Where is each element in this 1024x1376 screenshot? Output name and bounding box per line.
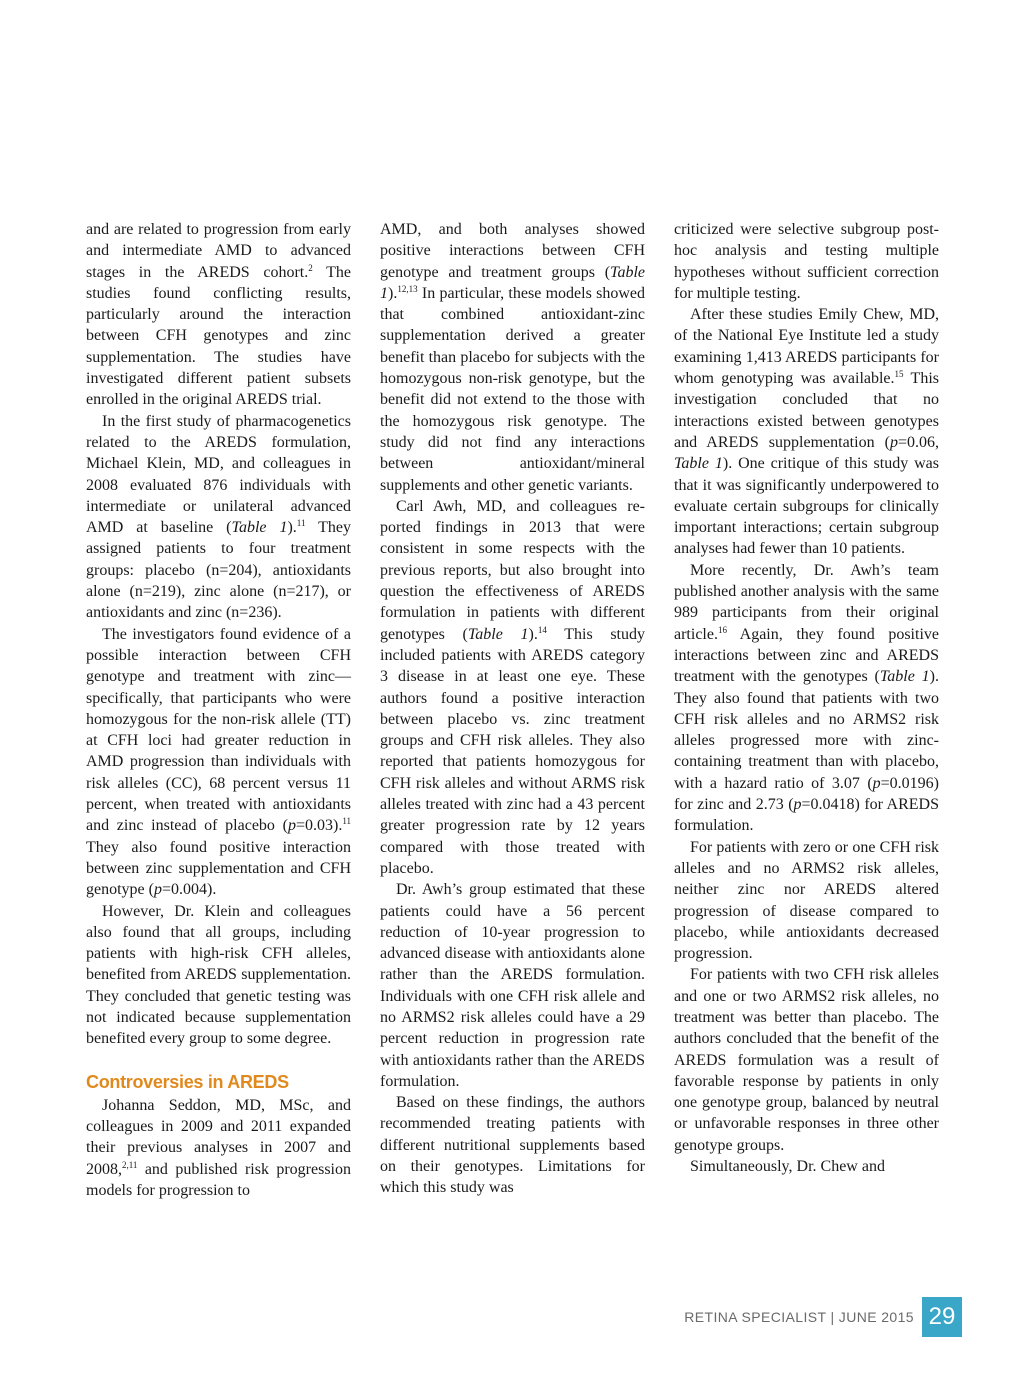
- paragraph: [674, 837, 939, 965]
- paragraph: [86, 219, 351, 411]
- section-heading: Controversies in AREDS: [86, 1071, 289, 1092]
- page-footer: [684, 1297, 962, 1337]
- text-run: They assigned patients to four treatment groups: placebo (n=204), antioxidants alone (n=219), zinc alone (n=217), or antioxidants and zinc (n=236).: [86, 519, 351, 622]
- italic-text: p: [793, 796, 802, 814]
- text-run: =0.06,: [897, 433, 939, 451]
- citation-superscript: 11: [296, 518, 306, 529]
- citation-superscript: 15: [894, 369, 904, 380]
- text-run: =0.0418) for AREDS formulation.: [674, 796, 940, 835]
- paragraph: [380, 1092, 645, 1198]
- italic-text: Table 1: [380, 263, 645, 302]
- citation-superscript: 16: [717, 624, 727, 635]
- text-run: This investigation concluded that no interactions existed between genotypes and AREDS supplementation (: [674, 370, 939, 451]
- citation-superscript: 2: [308, 262, 313, 273]
- paragraph: [674, 219, 939, 304]
- text-run: For patients with zero or one CFH risk alleles and no ARMS2 risk alleles, neither zinc nor AREDS altered progression of disease compared to placebo, while antioxidants decreased progression.: [674, 838, 939, 963]
- paragraph: [86, 901, 351, 1050]
- text-run: ).: [287, 519, 297, 537]
- text-run: and are related to progression from early and intermediate AMD to advanced stages in the AREDS cohort.: [86, 221, 351, 281]
- paragraph: [674, 304, 939, 560]
- text-run: ).: [388, 284, 398, 302]
- paragraph: [674, 964, 939, 1156]
- text-run: The studies found conflicting results, particularly around the interaction between CFH genotypes and zinc supplementation. The studies have investigated different patient subsets enrolled in the original AREDS trial.: [86, 263, 351, 409]
- text-run: This study included patients with AREDS category 3 disease in at least one eye. These authors found a positive interaction between placebo vs. zinc treatment groups and CFH risk alleles. They also reported that patients homozygous for CFH risk alleles and without ARMS risk alleles treated with zinc had a 43 percent greater progression rate by 12 years compared with those treated with placebo.: [380, 625, 645, 877]
- paragraph: [380, 219, 645, 496]
- text-run: They also found positive interaction between zinc supplementation and CFH genotype (: [86, 838, 351, 899]
- text-run: Johanna Seddon, MD, MSc, and colleagues in 2009 and 2011 expanded their previous analyses in 2007 and 2008,: [86, 1096, 351, 1178]
- text-run: However, Dr. Klein and colleagues also found that all groups, including patients with high-risk CFH alleles, benefited from AREDS supplementation. They concluded that genetic testing was not indicated because supplementation benefited every group to some degree.: [86, 902, 351, 1048]
- italic-text: Table 1: [879, 668, 930, 686]
- text-run: =0.004).: [161, 881, 217, 899]
- text-run: For patients with two CFH risk alleles and one or two ARMS2 risk alleles, no treatment was better than placebo. The authors concluded that the benefit of the AREDS formulation was a result of favorable response by patients in only one genotype group, balanced by neutral or unfavorable responses in three other genotype groups.: [674, 966, 939, 1154]
- citation-superscript: 11: [342, 816, 351, 827]
- text-column-1: [86, 219, 351, 1201]
- italic-text: Table 1: [467, 625, 529, 643]
- text-run: Carl Awh, MD, and colleagues reported findings in 2013 that were consistent in some respects with the previous reports, but also brought into question the effectiveness of AREDS formulation in patients with different genotypes (: [380, 497, 645, 643]
- paragraph: [674, 560, 939, 837]
- text-run: ). One critique of this study was that it was significantly underpowered to evaluate certain subgroups for clinically important interactions; certain subgroup analyses had fewer than 10 patients.: [674, 455, 939, 558]
- text-run: Again, they found positive interactions between zinc and AREDS treatment with the genotypes (: [674, 625, 939, 686]
- paragraph: [380, 496, 645, 879]
- text-run: In particular, these models showed that combined antioxidant-zinc supplementation derived a greater benefit than placebo for subjects with the homozygous non-risk genotype, but the benefit did not extend to the those with the homozygous risk genotype. The study did not find any interactions between antioxidant/mineral supplements and other genetic variants.: [380, 284, 645, 494]
- publication-info: RETINA SPECIALIST | JUNE 2015: [684, 1309, 914, 1325]
- paragraph: [674, 1156, 939, 1177]
- text-run: Simultaneously, Dr. Chew and: [690, 1158, 885, 1176]
- italic-text: p: [889, 433, 898, 451]
- citation-superscript: 14: [537, 624, 547, 635]
- text-run: and published risk progression models for progression to: [86, 1160, 351, 1200]
- text-run: ). They also found that patients with two CFH risk alleles and no ARMS2 risk alleles progressed more with zinc-containing treatment than with placebo, with a hazard ratio of 3.07 (: [674, 668, 939, 792]
- text-run: =0.0196) for zinc and 2.73 (: [674, 774, 939, 814]
- italic-text: Table 1: [674, 455, 723, 473]
- text-column-3: [674, 219, 939, 1177]
- italic-text: p: [287, 817, 296, 835]
- paragraph: [380, 879, 645, 1092]
- text-run: After these studies Emily Chew, MD, of the National Eye Institute led a study examining 1,413 AREDS participants for whom genotyping was available.: [674, 306, 939, 388]
- citation-superscript: 2,11: [122, 1159, 138, 1170]
- text-run: criticized were selective subgroup post-hoc analysis and testing multiple hypotheses without sufficient correction for multiple testing.: [674, 221, 939, 302]
- italic-text: p: [153, 881, 162, 899]
- text-run: ).: [528, 625, 538, 643]
- paragraph: [86, 624, 351, 901]
- citation-superscript: 12,13: [397, 283, 418, 294]
- paragraph: [86, 1095, 351, 1201]
- text-run: Based on these findings, the authors recommended treating patients with different nutritional supplements based on their genotypes. Limitations for which this study was: [380, 1094, 645, 1197]
- italic-text: p: [872, 774, 881, 792]
- page-number: 29: [922, 1297, 962, 1337]
- text-column-2: [380, 219, 645, 1199]
- text-run: Dr. Awh’s group estimated that these patients could have a 56 percent reduction of 10-year progression to advanced disease with antioxidants alone rather than the AREDS formulation. Individuals with one CFH risk allele and no ARMS2 risk alleles could have a 29 percent reduction in progression rate with antioxidants rather than the AREDS formulation.: [380, 881, 645, 1090]
- italic-text: Table 1: [231, 519, 288, 537]
- text-run: =0.03).: [295, 817, 343, 835]
- text-run: More recently, Dr. Awh’s team published another analysis with the same 989 participants from their original article.: [674, 561, 939, 643]
- text-run: AMD, and both analyses showed positive interactions between CFH genotype and treatment groups (: [380, 221, 645, 281]
- text-run: The investigators found evidence of a possible interaction between CFH genotype and treatment with zinc—specifically, that participants who were homozygous for the non-risk allele (TT) at CFH loci had greater reduction in AMD progression than individuals with risk alleles (CC), 68 percent versus 11 percent, when treated with antioxidants and zinc instead of placebo (: [86, 625, 351, 835]
- paragraph: [86, 411, 351, 624]
- text-run: In the first study of pharmacogenetics related to the AREDS formulation, Michael Klein, MD, and colleagues in 2008 evaluated 876 individuals with intermediate or unilateral advanced AMD at baseline (: [86, 412, 351, 537]
